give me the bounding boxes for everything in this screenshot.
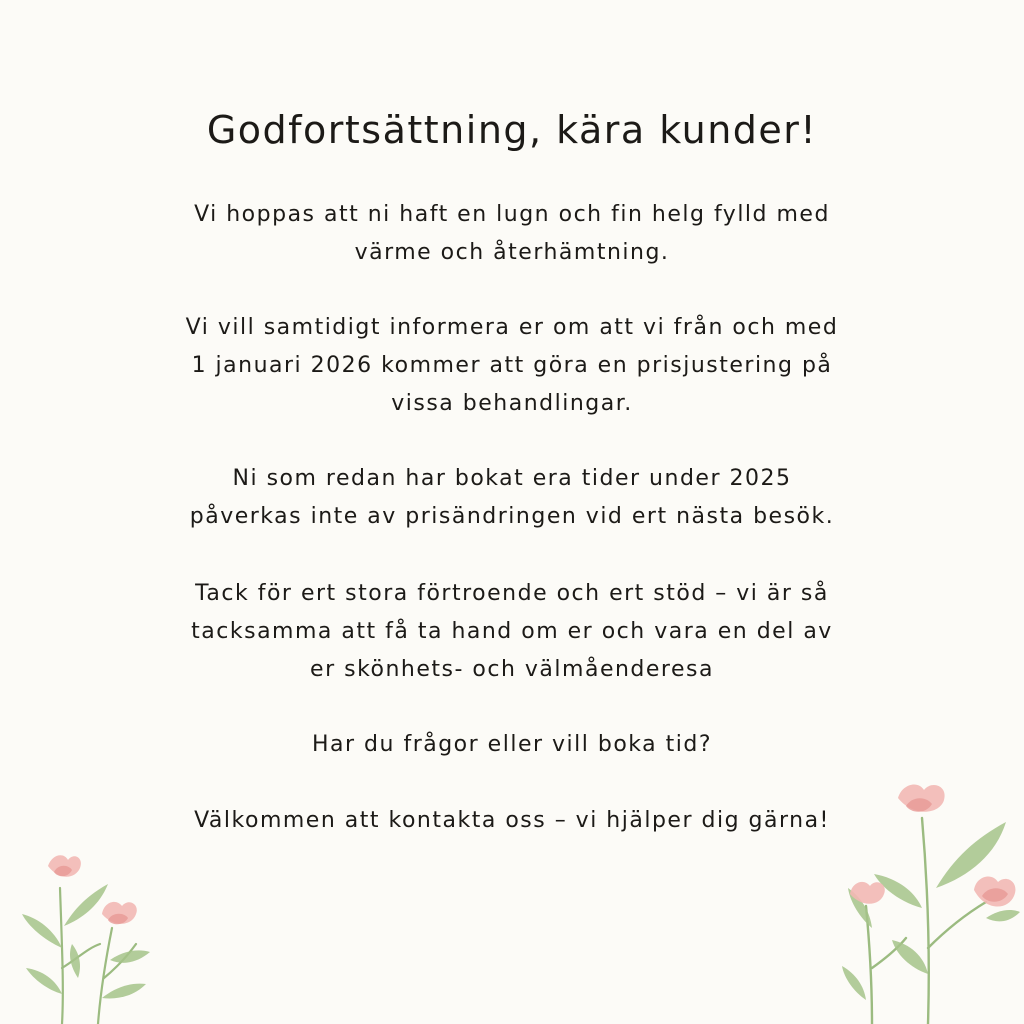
text-line: Ni som redan har bokat era tider under 2025 [232,466,792,491]
text-line: Vi hoppas att ni haft en lugn och fin helg fylld med [194,202,830,227]
text-line: påverkas inte av prisändringen vid ert nästa besök. [189,504,835,529]
paragraph-thanks [112,575,912,689]
page-title: Godfortsättning, kära kunder! [206,108,818,152]
text-line: Har du frågor eller vill boka tid? [311,732,712,757]
paragraph-contact [112,802,912,840]
text-line: värme och återhämtning. [354,240,670,265]
text-line: vissa behandlingar. [391,391,633,416]
text-line: 1 januari 2026 kommer att göra en prisjustering på [191,353,833,378]
text-line: Vi vill samtidigt informera er om att vi från och med [185,315,839,340]
text-line: tacksamma att få ta hand om er och vara en del av [191,619,833,644]
watercolor-pink-flowers-icon [18,848,168,1024]
text-line: Välkommen att kontakta oss – vi hjälper dig gärna! [194,808,830,833]
paragraph-price-adjustment [112,309,912,423]
paragraph-greeting [112,196,912,272]
paragraph-question [112,726,912,764]
text-line: er skönhets- och välmåenderesa [310,657,714,682]
text-line: Tack för ert stora förtroende och ert stöd – vi är så [195,581,829,606]
paragraph-existing-bookings [112,460,912,536]
